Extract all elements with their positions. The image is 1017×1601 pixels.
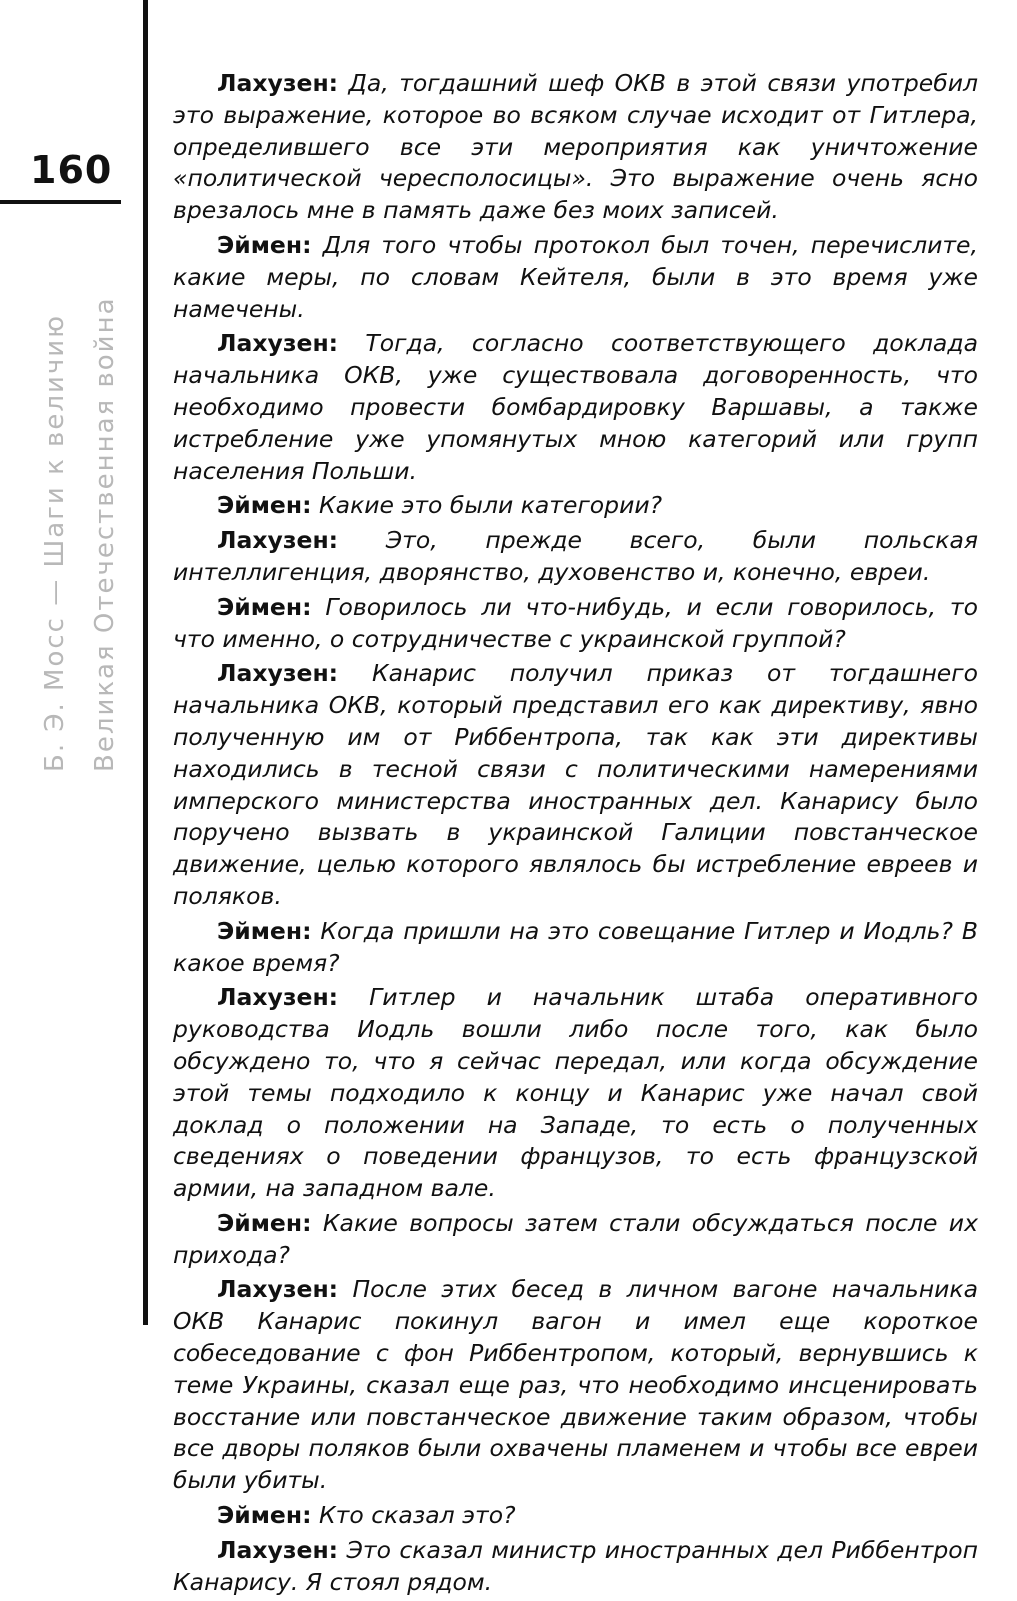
speech-text: Кто сказал это? xyxy=(318,1501,516,1530)
speaker-name: Лахузен: xyxy=(217,1275,339,1304)
margin-running-head-left xyxy=(38,232,72,772)
paragraph xyxy=(173,658,978,912)
speaker-name: Лахузен: xyxy=(217,526,339,555)
paragraph xyxy=(173,916,978,980)
speaker-name: Лахузен: xyxy=(217,1535,339,1564)
speaker-name: Лахузен: xyxy=(217,983,339,1012)
speaker-name: Эймен: xyxy=(217,916,312,945)
speech-text: Канарис получил приказ от тогдашнего начальника ОКВ, который представил его как директиву, явно полученную им от Риббентропа, так как эти директивы находились в тесной связи с политическими намерениями имперского министерства иностранных дел. Канарису было поручено вызвать в украинской Галиции повстанческое движение, целью которого являлось бы истребление евреев и поляков. xyxy=(173,659,978,910)
speaker-name: Лахузен: xyxy=(217,69,339,97)
paragraph xyxy=(173,1274,978,1497)
margin-text-left: Б. Э. Мосс — Шаги к величию xyxy=(40,313,70,772)
paragraph xyxy=(173,592,978,656)
speech-text: Да, тогдашний шеф ОКВ в этой связи употребил это выражение, которое во всяком случае исходит от Гитлера, определившего все эти мероприятия как уничтожение «политической чересполосицы». Это выражение очень ясно врезалось мне в память даже без моих записей. xyxy=(173,69,978,225)
page-number: 160 xyxy=(30,148,113,192)
speaker-name: Эймен: xyxy=(217,592,312,621)
paragraph xyxy=(173,1535,978,1599)
body-text xyxy=(173,68,978,1601)
speech-text: Какие это были категории? xyxy=(318,491,663,520)
speaker-name: Лахузен: xyxy=(217,329,339,358)
speaker-name: Лахузен: xyxy=(217,659,339,688)
paragraph xyxy=(173,490,978,522)
paragraph xyxy=(173,525,978,589)
paragraph xyxy=(173,1500,978,1532)
speech-text: Говорилось ли что-нибудь, и если говорилось, то что именно, о сотрудничестве с украинской группой? xyxy=(173,592,978,653)
speech-text: Это сказал министр иностранных дел Риббентроп Канарису. Я стоял рядом. xyxy=(173,1535,978,1596)
paragraph xyxy=(173,1208,978,1272)
paragraph xyxy=(173,328,978,487)
speech-text: Это, прежде всего, были польская интеллигенция, дворянство, духовенство и, конечно, евреи. xyxy=(173,526,978,586)
paragraph xyxy=(173,230,978,325)
vertical-rule xyxy=(143,0,148,1325)
speech-text: После этих бесед в личном вагоне начальника ОКВ Канарис покинул вагон и имел еще короткое собеседование с фон Риббентропом, который, вернувшись к теме Украины, сказал еще раз, что необходимо инсценировать восстание или повстанческое движение таким образом, чтобы все дворы поляков были охвачены пламенем и чтобы все евреи были убиты. xyxy=(173,1275,978,1495)
speaker-name: Эймен: xyxy=(217,1501,312,1530)
speech-text: Тогда, согласно соответствующего доклада начальника ОКВ, уже существовала договоренность, что необходимо провести бомбардировку Варшавы, а также истребление уже упомянутых мною категорий или групп населения Польши. xyxy=(173,329,978,485)
speech-text: Когда пришли на это совещание Гитлер и Иодль? В какое время? xyxy=(173,916,978,977)
speaker-name: Эймен: xyxy=(217,491,312,520)
margin-text-right: Великая Отечественная война xyxy=(90,296,120,772)
speech-text: Какие вопросы затем стали обсуждаться после их прихода? xyxy=(173,1208,978,1269)
speaker-name: Эймен: xyxy=(217,1208,312,1237)
margin-running-head-right xyxy=(88,232,122,772)
paragraph xyxy=(173,68,978,227)
paragraph xyxy=(173,982,978,1205)
page-number-rule xyxy=(0,200,121,204)
speech-text: Для того чтобы протокол был точен, перечислите, какие меры, по словам Кейтеля, были в это время уже намечены. xyxy=(173,230,978,323)
speaker-name: Эймен: xyxy=(217,230,312,259)
speech-text: Гитлер и начальник штаба оперативного руководства Иодль вошли либо после того, как было обсуждено то, что я сейчас передал, или когда обсуждение этой темы подходило к концу и Канарис уже начал свой доклад о положении на Западе, то есть о полученных сведениях о поведении французов, то есть французской армии, на западном вале. xyxy=(173,983,978,1203)
